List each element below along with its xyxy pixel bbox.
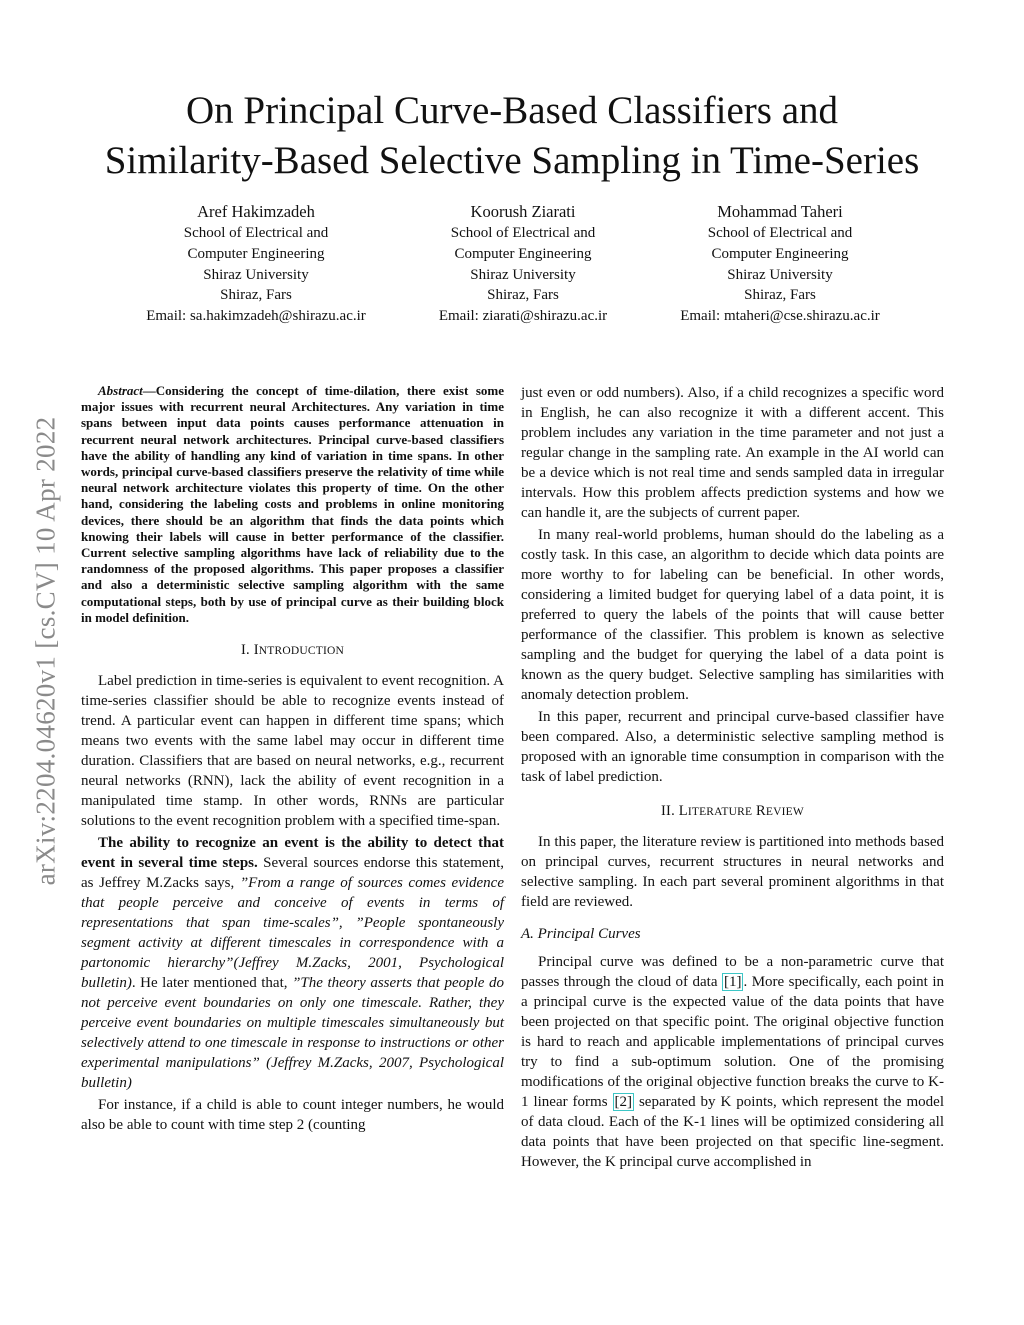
author-affiliation: Shiraz, Fars [487, 287, 559, 304]
author-affiliation: School of Electrical and [707, 225, 853, 241]
author-affiliation: Computer Engineering [711, 245, 849, 262]
intro-quote-1: ”From a range of sources comes evidence that people perceive and conceive of events in terms of representations that span time-scales”, ”People spontaneously segment activity at different timescales in correspondence with a partonomic hierarchy”(Jeffrey M.Zacks, 2001, Psychological bulletin) [81, 875, 504, 992]
citation-link-2[interactable]: [2] [614, 1094, 633, 1110]
literature-paragraph-1: In this paper, the literature review is partitioned into methods based on principal curves, recurrent structures in neural networks and selective sampling. In each part several prominent algorithms in that field are reviewed. [521, 834, 944, 910]
section-number: II. [661, 803, 675, 819]
author-name: Aref Hakimzadeh [197, 202, 315, 221]
author-name: Mohammad Taheri [717, 202, 843, 221]
pc-text: Principal curve was defined to be a non-parametric curve that passes through the cloud of data [521, 954, 944, 990]
intro-quote-2: ”The theory asserts that people do not perceive event boundaries on only one timescale. Rather, they perceive event boundaries on multiple timescales simultaneously but selectively attend to one timescale in response to instructions or other experimental manipulations” (Jeffrey M.Zacks, 2007, Psychological bulletin) [81, 975, 504, 1092]
author-affiliation: Computer Engineering [454, 245, 592, 262]
section-title-rest: EVIEW [765, 806, 804, 818]
pc-text: separated by K points, which represent the model of data cloud. Each of the K-1 lines will be optimized considering all data points that have been projected on that specific line-segment. However, the K principal curve accomplished in [521, 1094, 944, 1170]
abstract-text: —Considering the concept of time-dilation, there exist some major issues with recurrent neural Architectures. Any variation in time spans between input data points causes performance attenuation in recurrent neural network architectures. Principal curve-based classifiers have the ability of handling any kind of variation in time spans. In other words, principal curve-based classifiers preserve the relativity of time while neural network architecture violates this property of time. On the other hand, considering the labeling costs and problems in online monitoring devices, there should be an algorithm that finds the data points which knowing their labels will cause in better performance of the classifier. Current selective sampling algorithms have lack of reliability due to the randomness of the proposed algorithms. This paper proposes a classifier and also a deterministic selective sampling algorithm with the same computational steps, both by use of principal curve as their building block in model definition. [81, 383, 504, 625]
right-paragraph-2: In many real-world problems, human should do the labeling as a costly task. In this case, an algorithm to decide which data points are more worthy to for labeling can be beneficial. In other words, considering a limited budget for querying label of a data point, it is preferred to query the labels of the points that will cause better performance of the classifier. This problem is known as selective sampling and the budget for querying the label of a data point is known as the query budget. Selective sampling has similarities with anomaly detection problem. [521, 527, 944, 703]
intro-text: . He later mentioned that, [131, 975, 293, 992]
abstract-label: Abstract [98, 383, 143, 398]
principal-curves-paragraph [521, 952, 944, 1172]
section-heading-introduction [81, 640, 504, 661]
section-title-rest: ITERATURE [687, 806, 753, 818]
author-affiliation: Shiraz University [727, 266, 833, 283]
author-affiliation: Shiraz, Fars [220, 287, 292, 304]
author-1 [106, 201, 406, 327]
paper-title [0, 86, 1024, 186]
section-title-initial: L [678, 803, 688, 819]
arxiv-stamp [28, 352, 64, 950]
section-number: I. [241, 642, 250, 659]
author-2 [373, 201, 673, 327]
pc-text: . More specifically, each point in a principal curve is the expected value of the data points that have been projected on that specific point. The original objective function is hard to reach and applicable implementations of principal curves try to find a sub-optimum solution. One of the promising modifications of the original objective function breaks the curve to K-1 linear forms [521, 974, 944, 1110]
author-affiliation: School of Electrical and [183, 225, 329, 241]
author-3 [630, 201, 930, 327]
title-line-2: Similarity-Based Selective Sampling in Time-Series [104, 139, 920, 182]
section-heading-literature-review [521, 801, 944, 822]
author-affiliation: Shiraz University [203, 266, 309, 283]
subsection-heading-principal-curves: A. Principal Curves [521, 926, 641, 942]
section-title-initial: I [253, 642, 259, 659]
author-affiliation: Shiraz University [470, 266, 576, 283]
author-affiliation: School of Electrical and [450, 225, 596, 241]
section-title-initial: R [756, 803, 766, 819]
author-affiliation: Computer Engineering [187, 245, 325, 262]
intro-text: Several sources endorse this statement, as Jeffrey M.Zacks says, [81, 855, 504, 892]
author-name: Koorush Ziarati [470, 202, 576, 221]
author-email: Email: mtaheri@cse.shirazu.ac.ir [680, 308, 880, 325]
arxiv-stamp-text: arXiv:2204.04620v1 [cs.CV] 10 Apr 2022 [30, 416, 61, 886]
title-line-1: On Principal Curve-Based Classifiers and [185, 89, 839, 132]
left-column [81, 383, 504, 1135]
intro-paragraph-3: For instance, if a child is able to count integer numbers, he would also be able to count with time step 2 (counting [81, 1097, 504, 1134]
intro-paragraph-1: Label prediction in time-series is equivalent to event recognition. A time-series classifier should be able to recognize events instead of trend. A particular event can happen in different time spans; which means two events with the same label may occur in different time duration. Classifiers that are based on neural networks, e.g., recurrent neural networks (RNN), lack the ability of event recognition in a manipulated time stamp. In other words, RNNs are particular solutions to the event recognition problem with a specified time-span. [81, 673, 504, 830]
right-paragraph-3: In this paper, recurrent and principal curve-based classifier have been compared. Also, a deterministic selective sampling method is proposed with an ignorable time consumption in comparison with the task of label prediction. [521, 709, 944, 785]
right-paragraph-1: just even or odd numbers). Also, if a child recognizes a specific word in English, he can also recognize it with a different accent. This problem includes any variation in the time parameter and not just a regular change in the sampling rate. An example in the AI world can be a device which is not real time and sends sampled data in irregular intervals. How this problem affects prediction systems and how we can handle it, are the subjects of current paper. [521, 385, 944, 521]
right-column [521, 383, 944, 1172]
section-title-rest: NTRODUCTION [258, 645, 344, 658]
citation-link-1[interactable]: [1] [723, 974, 742, 990]
abstract [81, 383, 504, 626]
author-email: Email: sa.hakimzadeh@shirazu.ac.ir [146, 308, 366, 325]
author-affiliation: Shiraz, Fars [744, 287, 816, 304]
intro-bold-statement: The ability to recognize an event is the ability to detect that event in several time steps. [81, 835, 504, 872]
intro-paragraph-2 [81, 833, 504, 1093]
author-email: Email: ziarati@shirazu.ac.ir [438, 308, 608, 325]
